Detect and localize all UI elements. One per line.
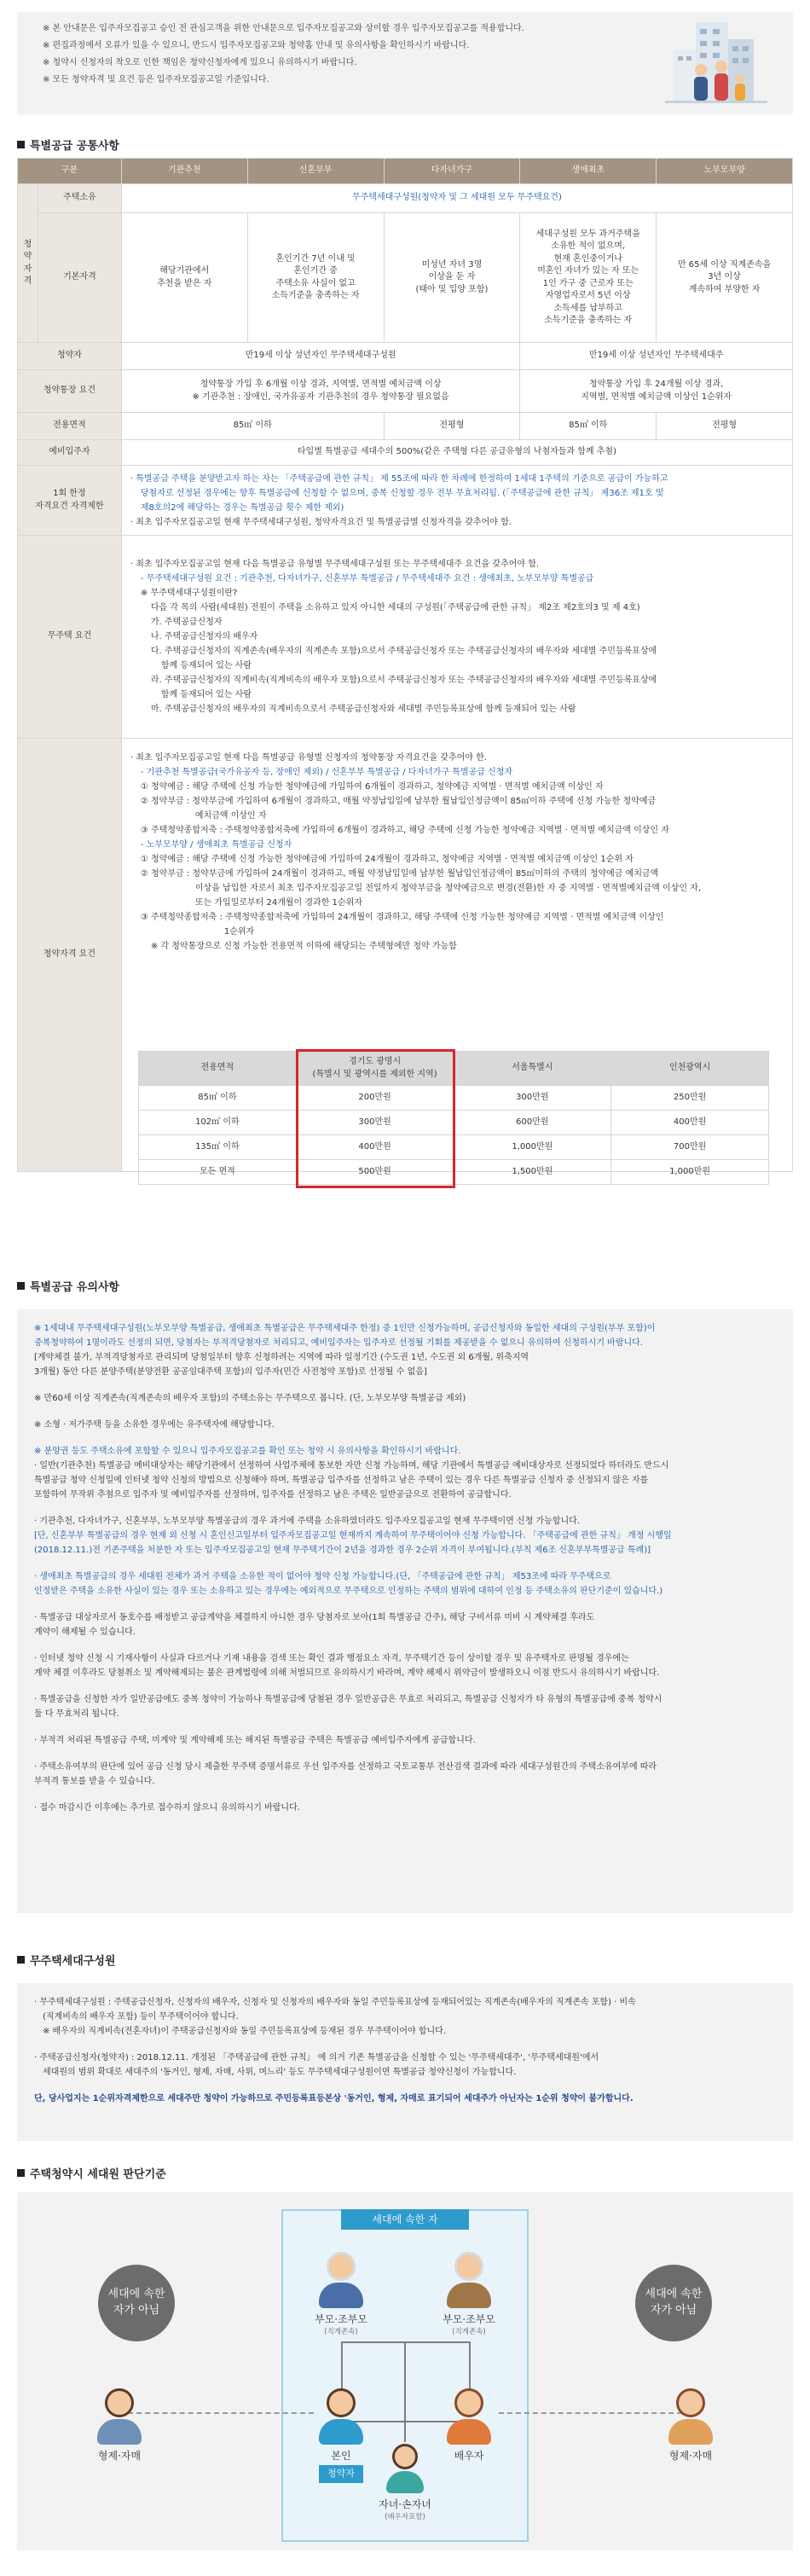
note-line: · 일반(기관추천) 특별공급 예비대상자는 해당기관에서 선정하여 사업주체에 통보한 자만 신청 가능하며, 해당 기관에서 특별공급 예비대상자로 선정되었다 하더라도 반드시 (34, 1461, 669, 1471)
acct-line: - 기관추천 특별공급(국가유공자 등, 장애인 제외) / 신혼부부 특별공급 / 다자녀가구 특별공급 신청자 (140, 768, 513, 777)
note-line: 단, 당사업지는 1순위자격제한으로 세대주만 청약이 가능하므로 주민등록표등본상 '동거인, 형제, 자매로 표기되어 세대주가 아닌자는 1순위 청약이 불가합니다. (34, 2094, 634, 2103)
note-line: 계약 체결 이후라도 당첨취소 및 계약해제되는 불은 관계법령에 의해 처벌되므로 유의하시기 바라며, 계약 해제시 위약금이 발생하오니 이점 반드시 유의하시기 바랍니다. (34, 1668, 660, 1678)
square-bullet-icon (17, 1282, 25, 1290)
header-cell: 생애최초 (520, 159, 657, 184)
person-sublabel: (직계존속) (452, 2328, 486, 2336)
nohouse-line: 다음 각 목의 사람(세대원) 전원이 주택을 소유하고 있지 아니한 세대의 구성원(「주택공급에 관한 규칙」 제2조 제2호의3 및 제 4호) (150, 603, 640, 612)
note-line: · 무주택세대구성원 : 주택공급신청자, 신청자의 배우자, 신청자 및 신청자의 배우자와 동일 주민등록표상에 등재되어있는 직계존속(배우자의 직계존속 포함) · 비속 (34, 1998, 636, 2007)
household-title: 세대에 속한 자 (341, 2209, 469, 2230)
note-line: 3개월) 동안 다른 분양주택(분양전환 공공임대주택 포함)의 입주자(민간 사전청약 포함)로 선정될 수 없음] (34, 1367, 427, 1377)
spouse-siblings-figure (652, 2388, 729, 2463)
table-row (18, 343, 793, 370)
note-line: 중복청약하여 1명이라도 선정의 되면, 당첨자는 부적격당첨자로 처리되고, 예비입주자는 입주자로 선정될 기회를 제공받을 수 없으니 유의하여 신청하시기 바랍니다. (34, 1338, 643, 1348)
deposit-cell: 400만원 (611, 1111, 769, 1135)
household-notes-box (17, 1983, 793, 2141)
account-b: 청약통장 가입 후 24개월 이상 경과, 지역별, 면적별 예치금액 이상인 1순위자 (520, 370, 793, 413)
row-label: 예비입주자 (18, 440, 122, 466)
acct-line: - 노부모부양 / 생애최초 특별공급 신청자 (140, 840, 292, 850)
deposit-header-cell: 전용면적 (139, 1052, 297, 1086)
note-line: · 주택공급신청자(청약자) : 2018.12.11. 개정된 「주택공급에 관한 규칙」 에 의거 기존 특별공급을 신청할 수 있는 '무주택세대주', '무주택세대원'에서 (34, 2053, 599, 2063)
person-body-icon (668, 2419, 713, 2445)
deposit-cell: 500만원 (296, 1160, 454, 1185)
once-line: · 특별공급 주택을 분양받고자 하는 자는 「주택공급에 관한 규칙」 제 55조에 따라 한 차례에 한정하여 1세대 1주택의 기준으로 공급이 가능하고 (130, 473, 668, 484)
note-line: · 특별공급을 신청한 자가 일반공급에도 중복 청약이 가능하나 특별공급에 당첨된 경우 일반공급은 무효로 처리되고, 특별공급 신청자가 타 유형의 특별공급에 중복 청약시 (34, 1695, 662, 1704)
note-line: · 주택소유여부의 판단에 있어 공급 신청 당시 제출한 무주택 증명서류로 우선 입주자를 선정하고 국토교통부 전산검색 결과에 따라 세대구성원간의 주택소유여부에 따라 (34, 1762, 657, 1772)
reserve-value: 타입별 특별공급 세대수의 500%(같은 주택형 다른 공급유형의 낙첨자들과 함께 추첨) (121, 440, 792, 466)
header-cell: 구분 (18, 159, 122, 184)
deposit-header-cell: 경기도 광명시 (특별시 및 광역시를 제외한 지역) (296, 1052, 454, 1086)
deposit-cell: 1,500만원 (454, 1160, 611, 1185)
header-cell: 다자녀가구 (384, 159, 520, 184)
section-title-criteria (17, 2167, 166, 2184)
spouse-parents-figure (431, 2252, 507, 2338)
once-line: · 최초 입주자모집공고일 현재 무주택세대구성원, 청약자격요건 및 특별공급별 신청자격을 갖추어야 함. (130, 517, 512, 527)
parents-figure (303, 2252, 379, 2338)
section-title-text: 무주택세대구성원 (30, 1955, 116, 1968)
note-line: 포함하여 무작위 추첨으로 입주자 및 예비입주자를 선정하며, 입주자를 선정하고 남은 주택은 일반공급으로 전환하여 공급합니다. (34, 1490, 512, 1500)
table-row (18, 184, 793, 213)
deposit-header-cell: 인천광역시 (611, 1052, 769, 1086)
note-line: 특별공급 청약 신청일에 인터넷 청약 신청의 방법으로 신청해야 하며, 특별공급 입주자를 선정하고 남은 주택이 있는 경우 다른 특별공급 신청자 중 선정되지 않은 자를 (34, 1476, 649, 1485)
nohouse-content (121, 536, 792, 739)
nohouse-line: 함께 등재되어 있는 사람 (160, 690, 252, 699)
special-supply-common-table (17, 158, 793, 1172)
deposit-cell: 300만원 (296, 1111, 454, 1135)
row-label: 청약자 (18, 343, 122, 370)
once-content (121, 466, 792, 536)
area-cell: 85㎡ 이하 (520, 413, 657, 440)
deposit-cell: 400만원 (296, 1135, 454, 1160)
not-member-bubble: 세대에 속한 자가 아님 (98, 2265, 175, 2341)
person-label: 배우자 (454, 2450, 484, 2462)
nohouse-line: 다. 주택공급신청자의 직계존속(배우자의 직계존속 포함)으로서 주택공급신청자 또는 주택공급신청자의 배우자와 세대별 주민등록표상에 (150, 647, 657, 656)
connector-line (469, 2341, 471, 2393)
note-line: [단, 신혼부부 특별공급의 경우 현재 외 신청 시 혼인신고일부터 입주자모집공고일 현재까지 계속하여 무주택이어야 신청 가능합니다. 「주택공급에 관한 규칙」 개정 시행일 (34, 1531, 672, 1540)
basic-cell: 만 65세 이상 직계존속을 3년 이상 계속하여 부양한 자 (657, 213, 793, 343)
square-bullet-icon (17, 2169, 25, 2177)
person-body-icon (319, 2419, 363, 2445)
note-line: [계약체결 불가, 부적격당첨자로 관리되며 당첨일부터 향후 신청하려는 지역에 따라 일정기간 (수도권 1년, 수도권 외 6개월, 위축지역 (34, 1353, 529, 1362)
area-cell: 전평형 (657, 413, 793, 440)
group-label: 청 약 자 격 (18, 184, 38, 343)
nohouse-line: 가. 주택공급신청자 (150, 618, 223, 627)
intro-item: ※ 편집과정에서 오류가 있을 수 있으니, 반드시 입주자모집공고와 청약홈 안내 및 유의사항을 확인하시기 바랍니다. (43, 41, 470, 50)
acct-line: ② 청약부금 : 청약부금에 가입하여 24개월이 경과하고, 매월 약정납입일에 납부한 월납입인정금액이 85㎡이하의 주택의 청약예금 예치금액 (140, 869, 659, 879)
deposit-cell: 600만원 (454, 1111, 611, 1135)
deposit-cell: 85㎡ 이하 (139, 1086, 297, 1111)
basic-cell: 혼인기간 7년 이내 및 혼인기간 중 주택소유 사실이 없고 소득기준을 충족하는 자 (247, 213, 384, 343)
deposit-cell: 모든 면적 (139, 1160, 297, 1185)
deposit-cell: 135㎡ 이하 (139, 1135, 297, 1160)
person-body-icon (386, 2471, 424, 2493)
note-line: · 특별공급 대상자로서 동호수를 배정받고 공급계약을 체결하지 아니한 경우 당첨자로 보아(1회 특별공급 간주), 해당 구비서류 미비 시 계약체결 후라도 (34, 1613, 595, 1622)
acct-line: 예치금액 이상인 자 (194, 811, 267, 821)
intro-item: ※ 모든 청약자격 및 요건 등은 입주자모집공고일 기준입니다. (43, 75, 269, 84)
row-label: 청약자격 요건 (18, 739, 122, 1172)
square-bullet-icon (17, 141, 25, 148)
note-line: · 인터넷 청약 신청 시 기재사항이 사실과 다르거나 기재 내용을 검색 또는 확인 결과 행정요소 자격, 무주택기간 등이 상이할 경우 및 유주택자로 판명될 경우에는 (34, 1654, 629, 1663)
header-cell: 기관추천 (121, 159, 247, 184)
note-line: (2018.12.11.)전 기존주택을 처분한 자 또는 입주자모집공고일 현재 무주택기간이 2년을 경과한 경우 2순위 자격이 부여됩니다.(부칙 제6조 신혼부부특별공급 특례)] (34, 1546, 651, 1555)
person-sublabel: (배우자포함) (385, 2513, 425, 2521)
header-cell: 노부모부양 (657, 159, 793, 184)
basic-cell: 미성년 자녀 3명 이상을 둔 자 (태아 및 입양 포함) (384, 213, 520, 343)
nohouse-line: 마. 주택공급신청자의 배우자의 직계비속으로서 주택공급신청자와 세대별 주민등록표상에 함께 등재되어 있는 사람 (150, 705, 576, 714)
row-label: 1회 한정 자격요건 자격제한 (18, 466, 122, 536)
acct-line: ③ 주택청약종합저축 : 주택청약종합저축에 가입하여 24개월이 경과하고, 해당 주택에 신청 가능한 청약예금 지역별 · 면적별 예치금액 이상인 (140, 913, 664, 922)
deposit-cell: 700만원 (611, 1135, 769, 1160)
person-label: 자녀·손자녀 (379, 2498, 431, 2510)
once-line: 제8호의2에 해당하는 경우는 특별공급 횟수 제한 제외) (140, 502, 344, 513)
deposit-cell: 300만원 (454, 1086, 611, 1111)
apartment-family-illustration (648, 15, 776, 111)
basic-cell: 해당기관에서 추천을 받은 자 (121, 213, 247, 343)
not-member-bubble: 세대에 속한 자가 아님 (635, 2265, 712, 2341)
note-line: ※ 분양권 등도 주택소유에 포함할 수 있으니 입주자모집공고를 확인 또는 청약 시 유의사항을 확인하시기 바랍니다. (34, 1447, 461, 1456)
deposit-cell: 250만원 (611, 1086, 769, 1111)
account-a (121, 370, 519, 413)
note-line: 인정받은 주택을 소유한 사실이 있는 경우 또는 소유하고 있는 경우에는 예외적으로 무주택으로 인정하는 주택의 범위에 대하여 인정 등 주택소유의 판단기준이 있습니다.) (34, 1587, 663, 1596)
person-head-icon (327, 2388, 356, 2417)
applicant-a: 만19세 이상 성년자인 무주택세대구성원 (121, 343, 519, 370)
acct-line: 이상을 납입한 자로서 최초 입주자모집공고일 전일까지 청약부금을 청약예금으로 변경(전환)한 자 중 지역별 · 면적별예치금액 이상인 자, (194, 884, 702, 893)
row-label: 기본자격 (38, 213, 121, 343)
nohouse-line: 함께 등재되어 있는 사람 (160, 661, 252, 670)
children-figure (362, 2444, 448, 2523)
square-bullet-icon (17, 1956, 25, 1964)
acct-line: 1순위자 (223, 927, 255, 937)
note-line: ※ 배우자의 직계비속(전혼자녀)이 주택공급신청자와 동일 주민등록표상에 등재된 경우 무주택이어야 합니다. (43, 2027, 447, 2036)
acct-line: ② 청약부금 : 청약부금에 가입하여 6개월이 경과하고, 매월 약정납입일에 납부한 월납입인정금액이 85㎡이하 주택에 신청 가능한 청약예금 (140, 797, 657, 806)
basic-cell: 세대구성원 모두 과거주택을 소유한 적이 없으며, 현재 혼인중이거나 미혼인 자녀가 있는 자 또는 1인 가구 중 근로자 또는 자영업자로서 5년 이상 소득세를 납부하고 소득기준을 충족하는 자 (520, 213, 657, 343)
section-title-household (17, 1953, 115, 1970)
person-label: 형제·자매 (97, 2450, 142, 2462)
once-line: 당첨자로 선정된 경우에는 향후 특별공급에 신청할 수 없으며, 중복 신청할 경우 전부 무효처리됨. (「주택공급에 관한 규칙」 제36조 제1호 및 (140, 488, 664, 498)
person-body-icon (319, 2283, 363, 2308)
person-label: 부모·조부모 (443, 2313, 495, 2325)
row-label: 무주택 요건 (18, 536, 122, 739)
person-body-icon (447, 2419, 491, 2445)
table-header-row (18, 159, 793, 184)
section-title-text: 주택청약시 세대원 판단기준 (30, 2168, 166, 2181)
grandparent-head-icon (454, 2252, 483, 2281)
note-line: 계약이 해제될 수 있습니다. (34, 1627, 136, 1637)
acct-line: ① 청약예금 : 해당 주택에 신청 가능한 청약예금에 가입하여 6개월이 경과하고, 청약예금 지역별 · 면적별 예치금액 이상인 자 (140, 782, 604, 792)
person-body-icon (447, 2283, 491, 2308)
note-line: 세대원의 범위 확대로 세대주의 '동거인, 형제, 자매, 사위, 며느리' 등도 무주택세대구성원이면 특별공급 청약신청이 가능합니다. (43, 2068, 517, 2077)
header-cell: 신혼부부 (247, 159, 384, 184)
note-line: ※ 소형 · 저가주택 등을 소유한 경우에는 유주택자에 해당합니다. (34, 1420, 275, 1430)
highlight-box (296, 1049, 455, 1188)
section-title-text: 특별공급 공통사항 (30, 140, 119, 153)
area-cell: 전평형 (384, 413, 520, 440)
table-row (18, 440, 793, 466)
section-title-text: 특별공급 유의사항 (30, 1281, 119, 1294)
housing-value: 무주택세대구성원(청약자 및 그 세대원 모두 무주택요건) (121, 184, 792, 213)
grandparent-head-icon (327, 2252, 356, 2281)
note-line: (직계비속의 배우자 포함) 등이 무주택이어야 합니다. (43, 2012, 239, 2022)
notes-box (17, 1309, 793, 1913)
person-label: 본인 (331, 2450, 351, 2462)
nohouse-line: ※ 무주택세대구성원이란? (140, 589, 238, 598)
table-row (18, 370, 793, 413)
siblings-figure (81, 2388, 158, 2463)
nohouse-line: · 최초 입주자모집공고일 현재 다음 특별공급 유형별 무주택세대구성원 또는 무주택세대주 요건을 갖추어야 함. (130, 560, 540, 569)
table-row (18, 213, 793, 343)
deposit-cell: 102㎡ 이하 (139, 1111, 297, 1135)
note-line: ※ 만60세 이상 직계존속(직계존속의 배우자 포함)의 주택소유는 무주택으로 봅니다. (단, 노부모부양 특별공급 제외) (34, 1394, 466, 1403)
acct-line: ③ 주택청약종합저축 : 주택청약종합저축에 가입하여 6개월이 경과하고, 해당 주택에 신청 가능한 청약예금 지역별 · 면적별 예치금액 이상인 자 (140, 826, 669, 835)
acct-line: 또는 가입일로부터 24개월이 경과한 1순위자 (194, 898, 362, 908)
row-label: 청약통장 요건 (18, 370, 122, 413)
note-line: ※ 1세대내 무주택세대구성원(노부모부양 특별공급, 생애최초 특별공급은 무주택세대주 한정) 중 1인만 신청가능하며, 공급신청자와 동일한 세대의 구성원(부부 포함)이 (34, 1324, 656, 1333)
person-head-icon (105, 2388, 134, 2417)
person-body-icon (97, 2419, 142, 2445)
row-label: 주택소유 (38, 184, 121, 213)
acct-line: · 최초 입주자모집공고일 현재 다음 특별공급 유형별 신청자의 청약통장 자격요건을 갖추어야 한. (130, 753, 487, 763)
intro-item: ※ 본 안내문은 입주자모집공고 승인 전 관심고객을 위한 안내문으로 입주자모집공고와 상이할 경우 입주자모집공고를 적용합니다. (43, 24, 524, 33)
acct-line: ※ 각 청약통장으로 신청 가능한 전용면적 이하에 해당되는 주택형에만 청약 가능함 (150, 942, 457, 951)
table-row (18, 413, 793, 440)
applicant-tag: 청약자 (319, 2465, 363, 2483)
intro-box (17, 12, 793, 114)
person-head-icon (676, 2388, 705, 2417)
table-row (18, 466, 793, 536)
person-head-icon (392, 2444, 418, 2469)
note-line: · 접수 마감시간 이후에는 추가로 접수하지 않으니 유의하시기 바랍니다. (34, 1803, 300, 1813)
person-head-icon (454, 2388, 483, 2417)
account-a-note: ※ 기관추천 : 장애인, 국가유공자 기관추천의 경우 청약통장 필요없음 (192, 392, 449, 402)
acct-line: ① 청약예금 : 해당 주택에 신청 가능한 청약예금에 가입하여 24개월이 경과하고, 청약예금 지역별 · 면적별 예치금액 이상인 1순위 자 (140, 855, 634, 864)
connector-line (404, 2341, 406, 2442)
row-label: 전용면적 (18, 413, 122, 440)
deposit-header-cell: 서울특별시 (454, 1052, 611, 1086)
connector-line (341, 2341, 343, 2393)
note-line: 둘 다 무효처리 됩니다. (34, 1709, 119, 1719)
nohouse-line: 라. 주택공급신청자의 직계비속(직계비속의 배우자 포함)으로서 주택공급신청자 또는 주택공급신청자의 배우자와 세대별 주민등록표상에 (150, 676, 657, 685)
section-title-common (17, 138, 119, 155)
account-a-line: 청약통장 가입 후 6개월 이상 경과, 지역별, 면적별 예치금액 이상 (200, 380, 442, 389)
area-cell: 85㎡ 이하 (121, 413, 384, 440)
note-line: · 생애최초 특별공급의 경우 세대원 전체가 과거 주택을 소유한 적이 없어야 청약 신청 가능합니다.(단, 「주택공급에 관한 규칙」 제53조에 따라 무주택으로 (34, 1572, 611, 1581)
note-line: 부적격 통보를 받을 수 있습니다. (34, 1777, 155, 1786)
person-label: 부모·조부모 (315, 2313, 367, 2325)
nohouse-line: 나. 주택공급신청자의 배우자 (150, 632, 258, 641)
applicant-b: 만19세 이상 성년자인 무주택세대주 (520, 343, 793, 370)
note-line: · 부적격 처리된 특별공급 주택, 미계약 및 계약해제 또는 해지된 특별공급 주택은 특별공급 예비입주자에게 공급합니다. (34, 1736, 476, 1745)
intro-list (43, 20, 639, 89)
section-title-notes (17, 1279, 119, 1297)
deposit-cell: 200만원 (296, 1086, 454, 1111)
deposit-cell: 1,000만원 (611, 1160, 769, 1185)
note-line: · 기관추천, 다자녀가구, 신혼부부, 노부모부양 특별공급의 경우 과거에 주택을 소유하였더라도 입주자모집공고일 현재 무주택이면 신청 가능합니다. (34, 1517, 580, 1526)
deposit-cell: 1,000만원 (454, 1135, 611, 1160)
household-diagram (17, 2192, 793, 2550)
table-row (18, 536, 793, 739)
intro-item: ※ 청약시 신청자의 착오로 인한 책임은 청약신청자에게 있으니 유의하시기 바랍니다. (43, 58, 357, 67)
person-sublabel: (직계존속) (324, 2328, 358, 2336)
person-label: 형제·자매 (668, 2450, 713, 2462)
nohouse-line: - 무주택세대구성원 요건 : 기관추천, 다자녀가구, 신혼부부 특별공급 / 무주택세대주 요건 : 생애최초, 노부모부양 특별공급 (140, 574, 594, 583)
